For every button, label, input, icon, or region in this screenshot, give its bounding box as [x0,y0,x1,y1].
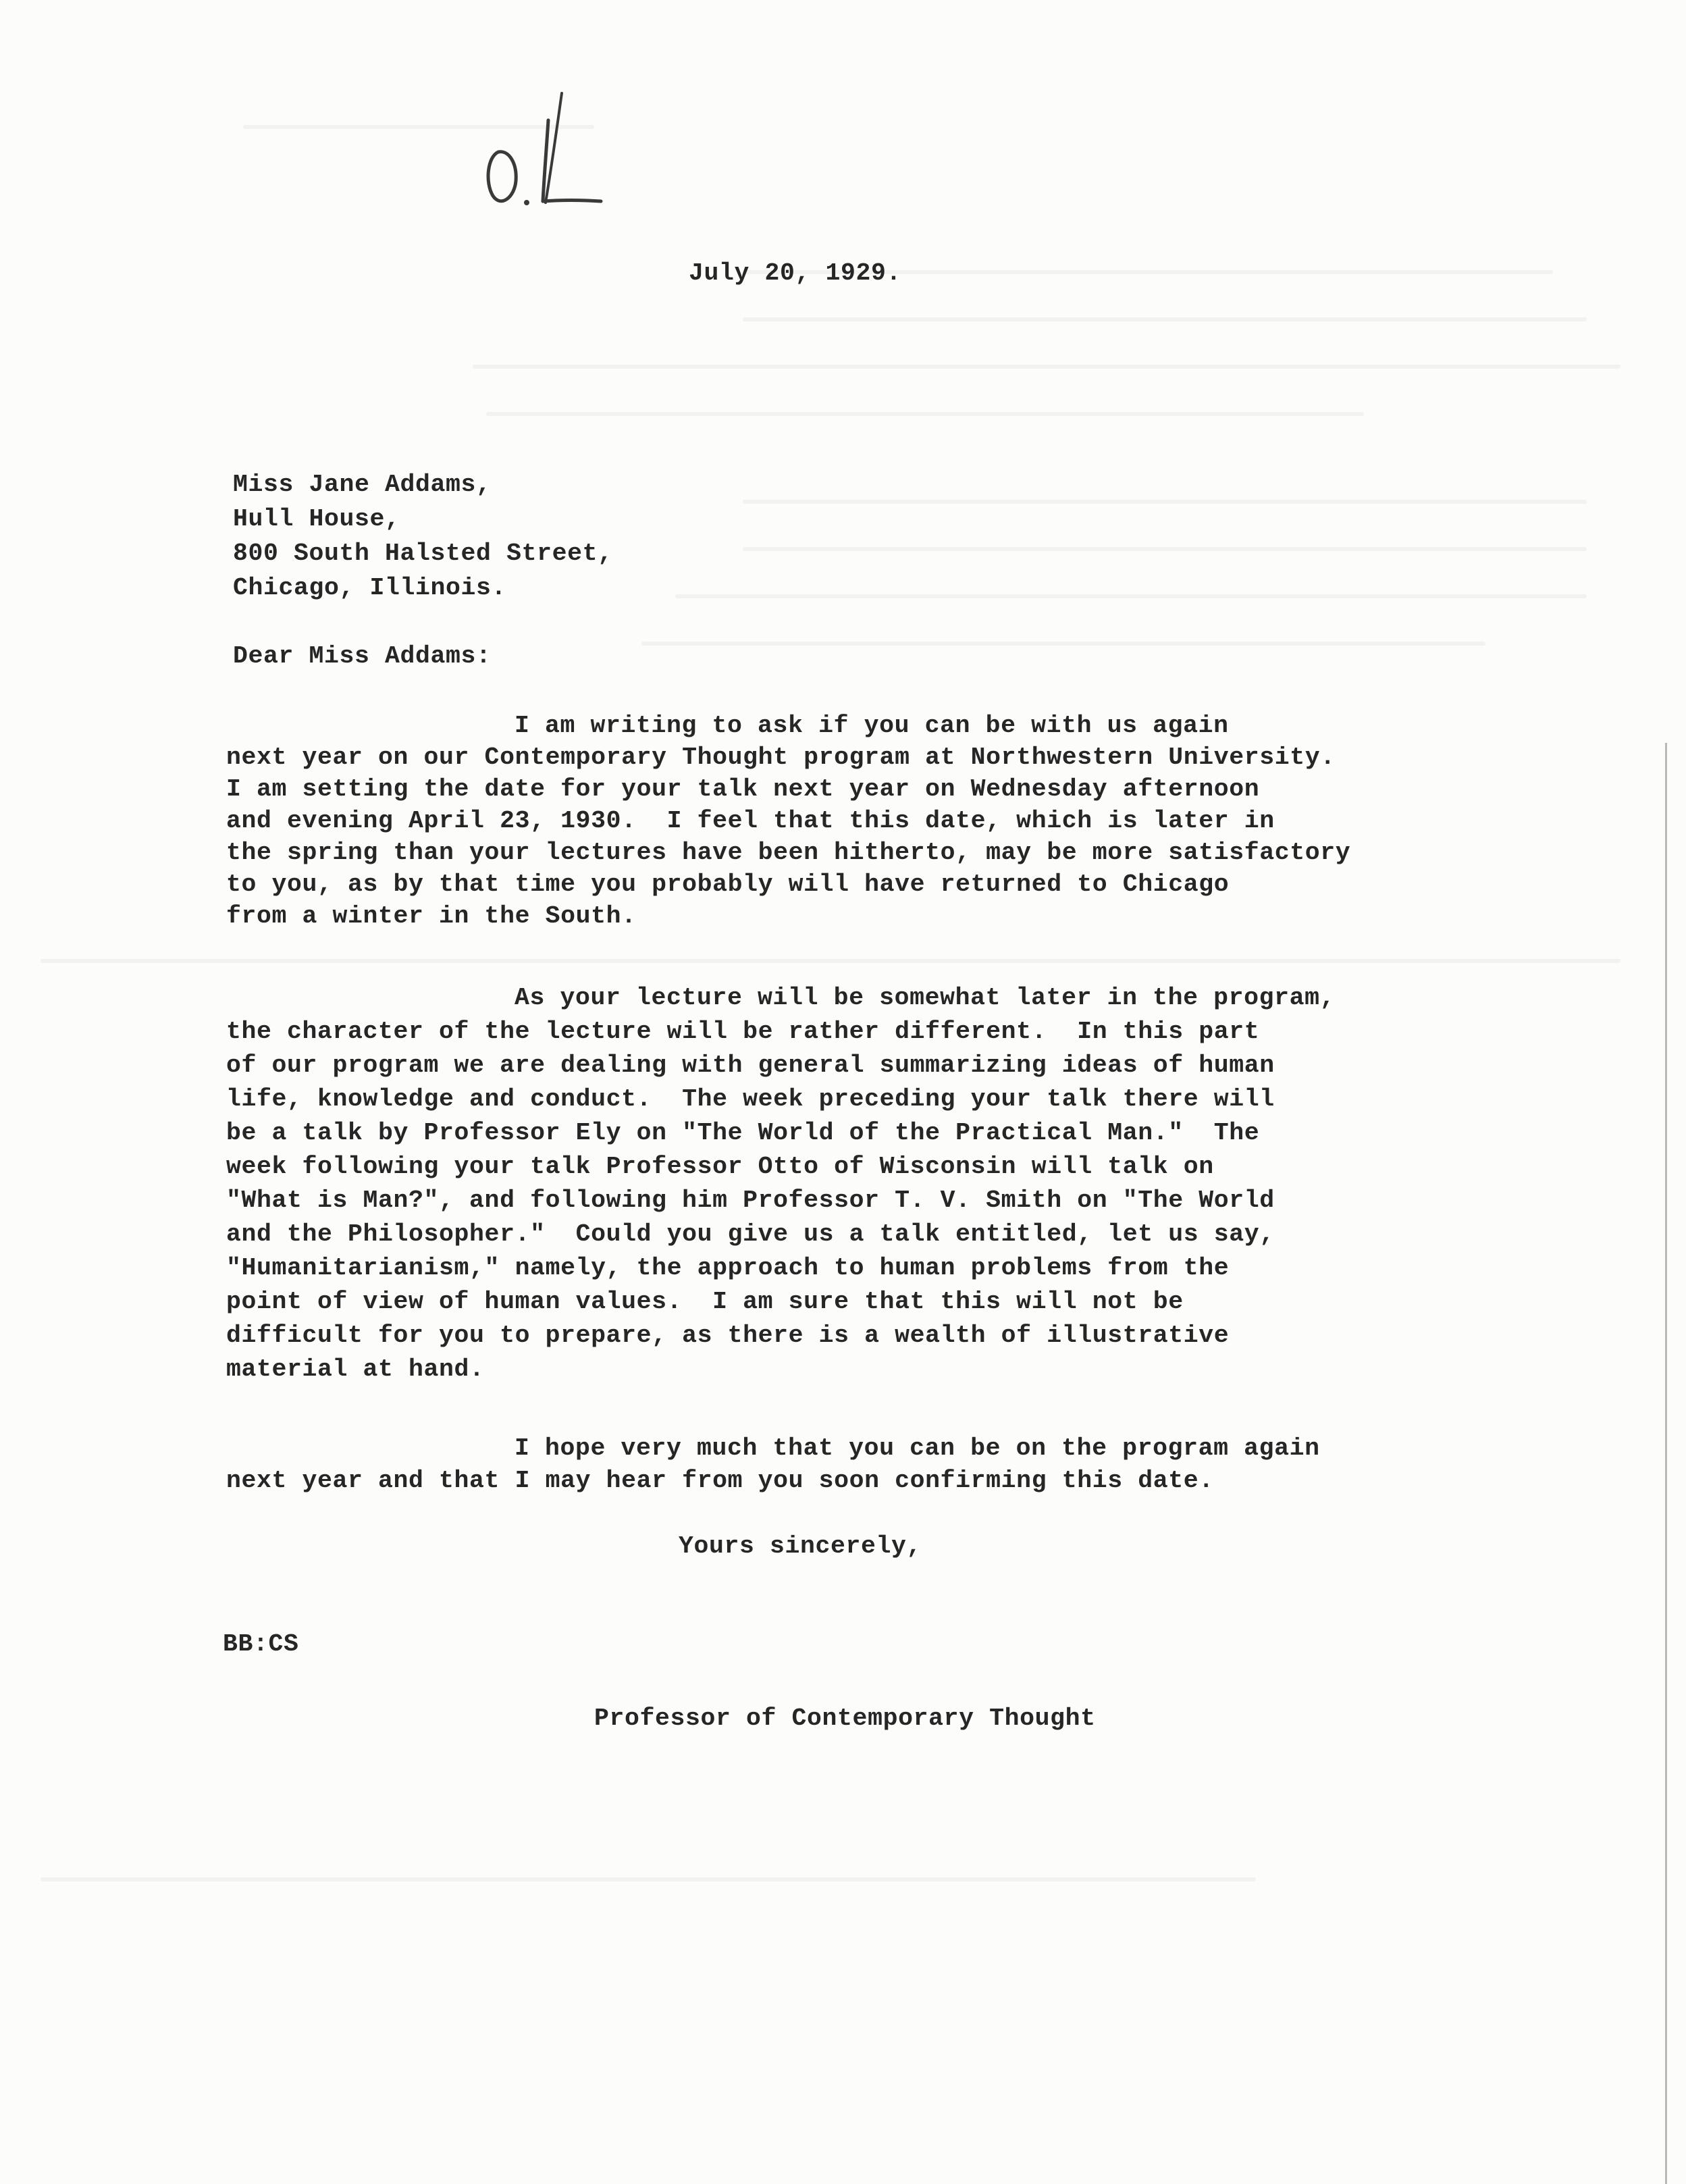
body-line: to you, as by that time you probably will have returned to Chicago [226,870,1230,898]
bleed-through [743,317,1587,321]
signature-title: Professor of Contemporary Thought [594,1705,1096,1732]
body-line: difficult for you to prepare, as there is a wealth of illustrative [226,1322,1230,1349]
typist-initials: BB:CS [223,1630,299,1658]
body-line: next year on our Contemporary Thought program at Northwestern University. [226,744,1336,771]
body-line: and the Philosopher." Could you give us a talk entitled, let us say, [226,1220,1275,1248]
body-line: point of view of human values. I am sure that this will not be [226,1288,1184,1316]
letter-date: July 20, 1929. [689,259,902,287]
body-line: As your lecture will be somewhat later in the program, [515,984,1336,1012]
recipient-line: Miss Jane Addams, [233,471,492,498]
body-line: I am setting the date for your talk next year on Wednesday afternoon [226,775,1260,803]
recipient-line: 800 South Halsted Street, [233,540,613,567]
salutation: Dear Miss Addams: [233,642,492,670]
body-line: life, knowledge and conduct. The week preceding your talk there will [226,1085,1275,1113]
body-line: I am writing to ask if you can be with us again [515,712,1229,739]
handwritten-ok-mark [473,81,608,216]
body-line: I hope very much that you can be on the program again [515,1434,1320,1462]
body-line: of our program we are dealing with general summarizing ideas of human [226,1051,1275,1079]
bleed-through [743,500,1587,504]
body-line: "What is Man?", and following him Professor T. V. Smith on "The World [226,1187,1275,1214]
bleed-through [473,365,1621,369]
closing: Yours sincerely, [679,1532,922,1560]
body-line: from a winter in the South. [226,902,637,930]
bleed-through [486,412,1364,416]
body-line: next year and that I may hear from you soon confirming this date. [226,1467,1214,1494]
page-edge-shadow [1665,743,1667,2184]
body-line: "Humanitarianism," namely, the approach to human problems from the [226,1254,1230,1282]
body-line: the character of the lecture will be rather different. In this part [226,1018,1260,1045]
recipient-line: Chicago, Illinois. [233,574,507,602]
body-line: and evening April 23, 1930. I feel that this date, which is later in [226,807,1275,835]
bleed-through [743,547,1587,551]
recipient-line: Hull House, [233,505,400,533]
bleed-through [41,1877,1256,1881]
body-line: be a talk by Professor Ely on "The World of the Practical Man." The [226,1119,1260,1147]
bleed-through [641,642,1485,646]
body-line: week following your talk Professor Otto of Wisconsin will talk on [226,1153,1214,1180]
bleed-through [41,959,1621,963]
bleed-through [675,594,1587,598]
body-line: the spring than your lectures have been hitherto, may be more satisfactory [226,839,1351,866]
body-line: material at hand. [226,1355,485,1383]
